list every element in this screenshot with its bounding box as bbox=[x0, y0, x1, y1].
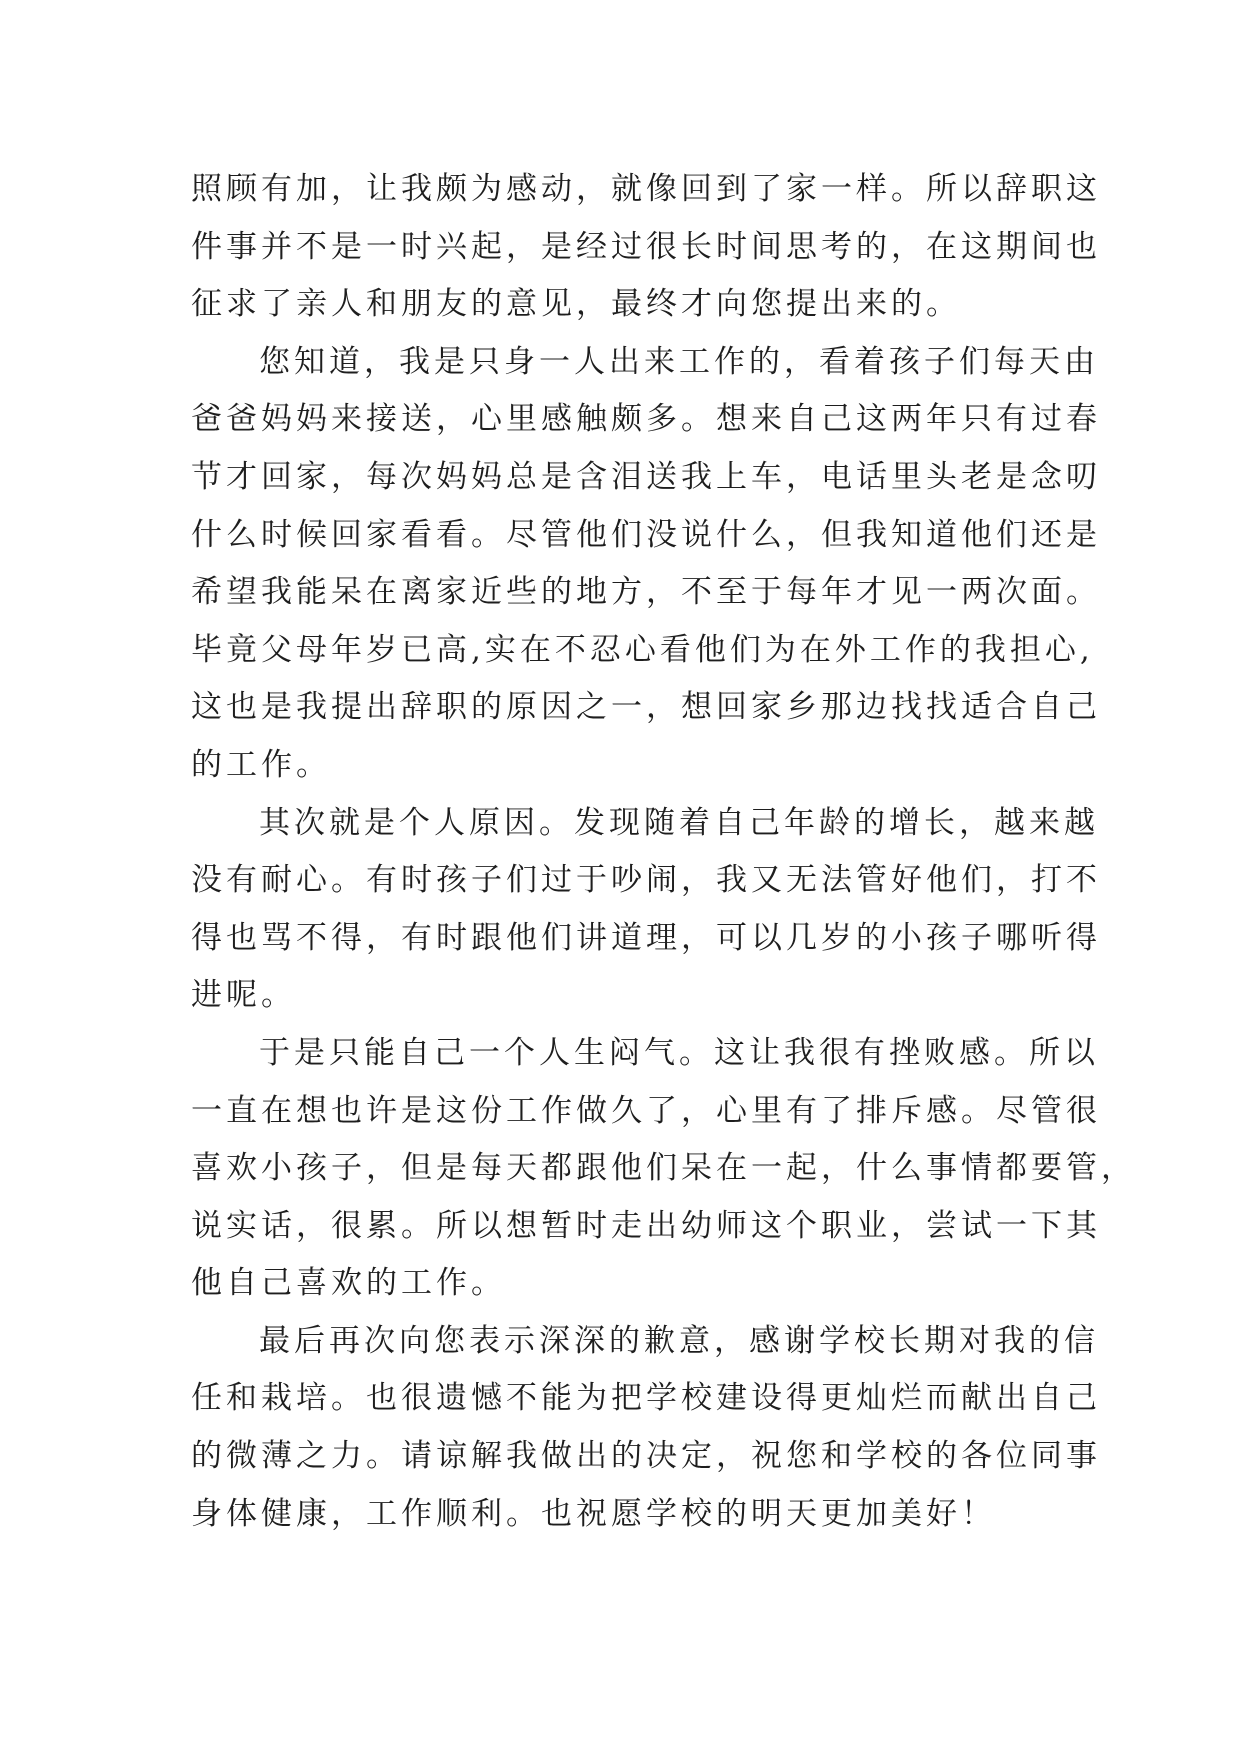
paragraph-4-line-2: 一直在想也许是这份工作做久了，心里有了排斥感。尽管很 bbox=[191, 1092, 1101, 1129]
paragraph-3-line-4: 进呢。 bbox=[191, 977, 296, 1014]
paragraph-2-line-5: 希望我能呆在离家近些的地方，不至于每年才见一两次面。 bbox=[191, 574, 1101, 611]
paragraph-2-line-7: 这也是我提出辞职的原因之一，想回家乡那边找找适合自己 bbox=[191, 689, 1101, 726]
paragraph-4-line-5: 他自己喜欢的工作。 bbox=[191, 1265, 506, 1302]
paragraph-2-line-3: 节才回家，每次妈妈总是含泪送我上车，电话里头老是念叨 bbox=[191, 458, 1101, 495]
paragraph-5-line-4: 身体健康，工作顺利。也祝愿学校的明天更加美好！ bbox=[191, 1495, 996, 1532]
paragraph-5-line-3: 的微薄之力。请谅解我做出的决定，祝您和学校的各位同事 bbox=[191, 1438, 1101, 1475]
paragraph-2-line-1: 您知道，我是只身一人出来工作的，看着孩子们每天由 bbox=[259, 343, 1099, 380]
paragraph-2-line-8: 的工作。 bbox=[191, 746, 331, 783]
letter-body bbox=[191, 161, 1136, 1543]
paragraph-1-line-3: 征求了亲人和朋友的意见，最终才向您提出来的。 bbox=[191, 286, 961, 323]
paragraph-2-line-4: 什么时候回家看看。尽管他们没说什么，但我知道他们还是 bbox=[191, 516, 1101, 553]
paragraph-4-line-1: 于是只能自己一个人生闷气。这让我很有挫败感。所以 bbox=[259, 1034, 1099, 1071]
paragraph-1-line-2: 件事并不是一时兴起，是经过很长时间思考的，在这期间也 bbox=[191, 228, 1101, 265]
paragraph-5-line-1: 最后再次向您表示深深的歉意，感谢学校长期对我的信 bbox=[259, 1322, 1099, 1359]
paragraph-3-line-3: 得也骂不得，有时跟他们讲道理，可以几岁的小孩子哪听得 bbox=[191, 919, 1101, 956]
paragraph-3-line-1: 其次就是个人原因。发现随着自己年龄的增长，越来越 bbox=[259, 804, 1099, 841]
paragraph-4-line-4: 说实话，很累。所以想暂时走出幼师这个职业，尝试一下其 bbox=[191, 1207, 1101, 1244]
paragraph-1-line-1: 照顾有加，让我颇为感动，就像回到了家一样。所以辞职这 bbox=[191, 171, 1101, 207]
paragraph-4-line-3: 喜欢小孩子，但是每天都跟他们呆在一起，什么事情都要管， bbox=[191, 1150, 1136, 1187]
paragraph-2-line-6: 毕竟父母年岁已高,实在不忍心看他们为在外工作的我担心, bbox=[191, 631, 1094, 668]
paragraph-2-line-2: 爸爸妈妈来接送，心里感触颇多。想来自己这两年只有过春 bbox=[191, 401, 1101, 438]
paragraph-5-line-2: 任和栽培。也很遗憾不能为把学校建设得更灿烂而献出自己 bbox=[191, 1380, 1101, 1417]
paragraph-3-line-2: 没有耐心。有时孩子们过于吵闹，我又无法管好他们，打不 bbox=[191, 862, 1101, 899]
